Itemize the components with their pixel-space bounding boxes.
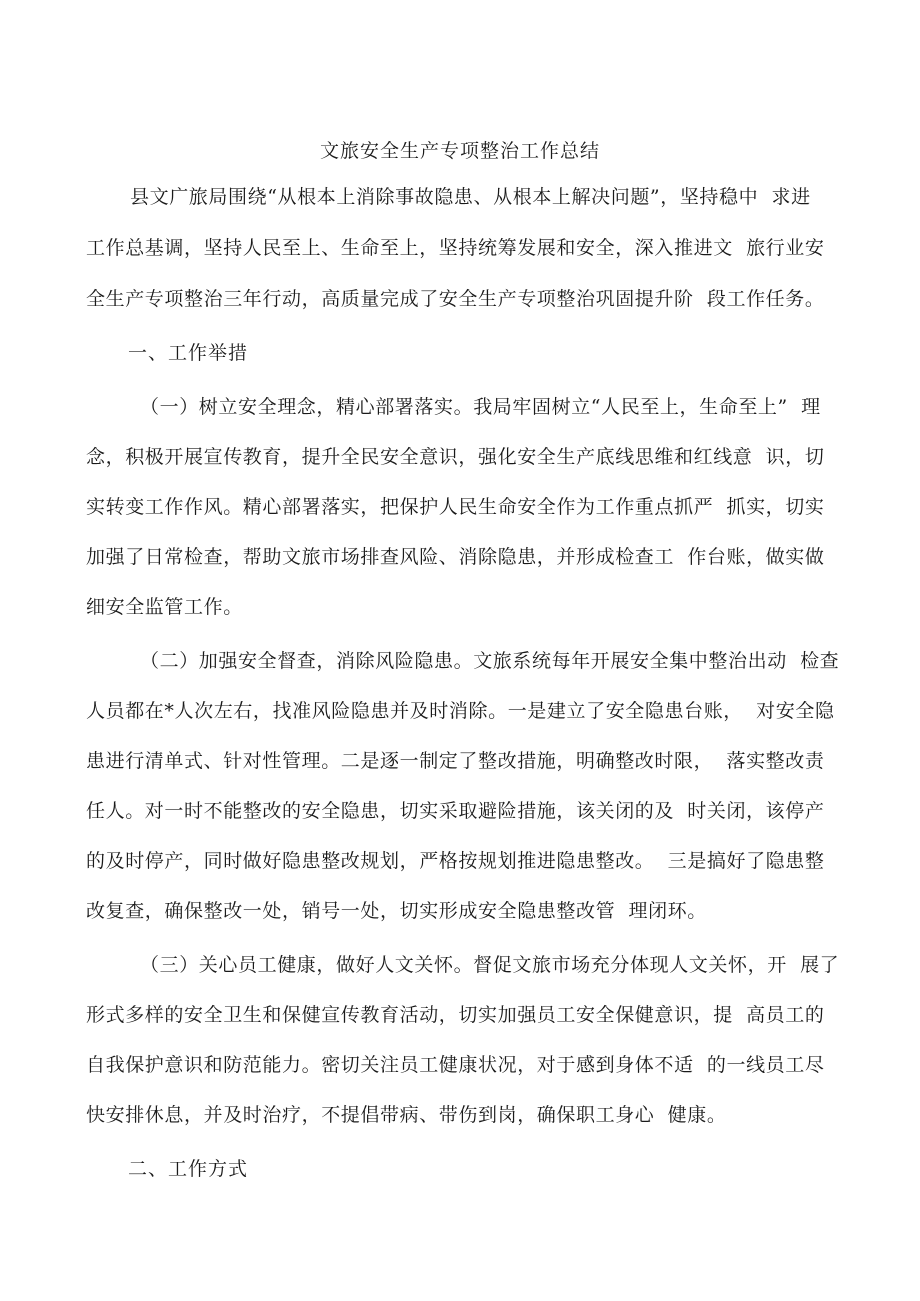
section1-heading: 一、工作举措	[128, 342, 249, 364]
intro-line-2: 工作总基调，坚持人民至上、生命至上，坚持统筹发展和安全，深入推进文 旅行业安	[86, 237, 825, 259]
para3-line-2: 形式多样的安全卫生和保健宣传教育活动，切实加强员工安全保健意识，提 高员工的	[86, 1004, 825, 1026]
section2-heading: 二、工作方式	[128, 1158, 249, 1180]
para2-line-4: 任人。对一时不能整改的安全隐患，切实采取避险措施，该关闭的及 时关闭，该停产	[86, 800, 825, 822]
para1-line-1: （一）树立安全理念，精心部署落实。我局牢固树立“人民至上，生命至上” 理	[140, 396, 821, 418]
para2-line-2: 人员都在*人次左右，找准风险隐患并及时消除。一是建立了安全隐患台账， 对安全隐	[86, 700, 835, 722]
intro-line-3: 全生产专项整治三年行动，高质量完成了安全生产专项整治巩固提升阶 段工作任务。	[86, 288, 825, 310]
para1-line-2: 念，积极开展宣传教育，提升全民安全意识，强化安全生产底线思维和红线意 识，切	[86, 446, 825, 468]
para3-line-1: （三）关心员工健康，做好人文关怀。督促文旅市场充分体现人文关怀，开 展了	[140, 954, 840, 976]
para1-line-4: 加强了日常检查，帮助文旅市场排查风险、消除隐患，并形成检查工 作台账，做实做	[86, 546, 825, 568]
para2-line-1: （二）加强安全督查，消除风险隐患。文旅系统每年开展安全集中整治出动 检查	[140, 650, 840, 672]
para2-line-3: 患进行清单式、针对性管理。二是逐一制定了整改措施，明确整改时限， 落实整改责	[86, 750, 825, 772]
para2-line-5: 的及时停产，同时做好隐患整改规划，严格按规划推进隐患整改。 三是搞好了隐患整	[86, 850, 825, 872]
para2-line-6: 改复查，确保整改一处，销号一处，切实形成安全隐患整改管 理闭环。	[86, 900, 707, 922]
para1-line-5: 细安全监管工作。	[86, 596, 243, 618]
para3-line-3: 自我保护意识和防范能力。密切关注员工健康状况，对于感到身体不适 的一线员工尽	[86, 1054, 825, 1076]
intro-line-1: 县文广旅局围绕“从根本上消除事故隐患、从根本上解决问题”，坚持稳中 求进	[130, 186, 811, 208]
document-title: 文旅安全生产专项整治工作总结	[319, 140, 600, 162]
para1-line-3: 实转变工作作风。精心部署落实，把保护人民生命安全作为工作重点抓严 抓实，切实	[86, 496, 825, 518]
para3-line-4: 快安排休息，并及时治疗，不提倡带病、带伤到岗，确保职工身心 健康。	[86, 1104, 727, 1126]
